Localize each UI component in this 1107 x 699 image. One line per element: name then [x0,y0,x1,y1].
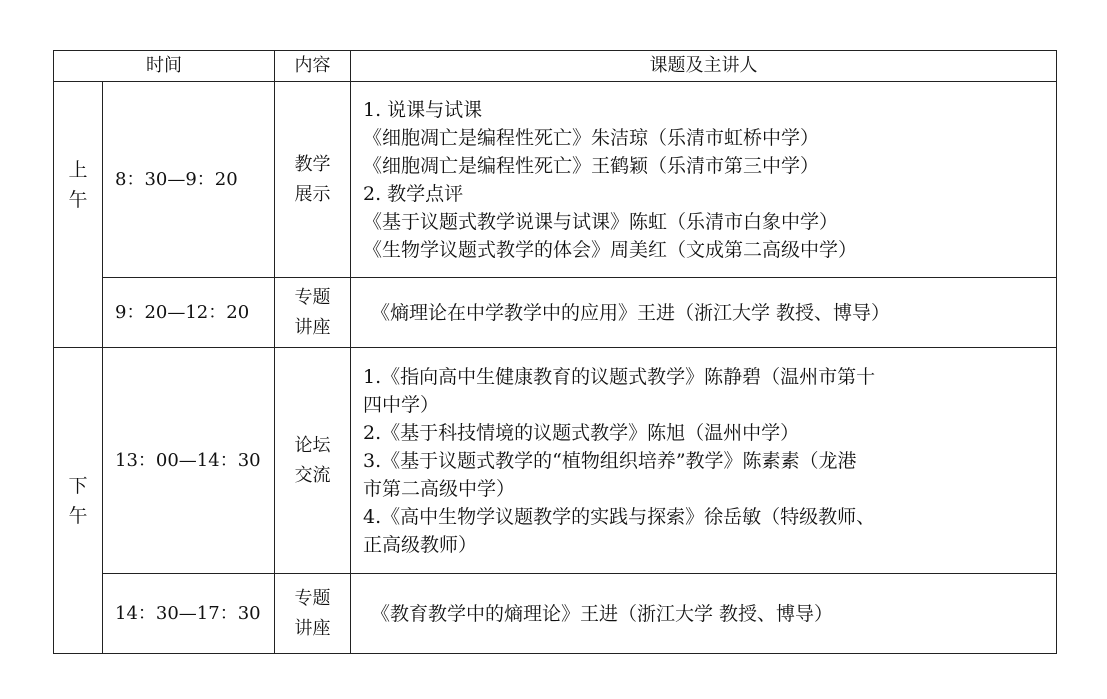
session-type: 专题 讲座 [275,278,351,348]
time-slot: 9：20—12：20 [103,278,275,348]
session-content [351,82,1057,278]
content-line: 《熵理论在中学教学中的应用》王进（浙江大学 教授、博导） [371,301,891,324]
table-row [54,278,1057,348]
header-row [54,51,1057,82]
content-line: 2.《基于科技情境的议题式教学》陈旭（温州中学） [363,421,800,444]
period-afternoon [54,348,103,654]
table-row [54,574,1057,654]
session-type: 专题 讲座 [275,574,351,654]
content-line: 《基于议题式教学说课与试课》陈虹（乐清市白象中学） [363,210,839,233]
time-slot: 14：30—17：30 [103,574,275,654]
session-content [351,574,1057,654]
content-line: 《生物学议题式教学的体会》周美红（文成第二高级中学） [363,238,858,261]
period-char: 上 [68,158,88,181]
period-char: 午 [68,188,88,211]
header-topic: 课题及主讲人 [351,51,1057,82]
period-morning [54,82,103,348]
period-char: 午 [68,504,88,527]
session-content [351,278,1057,348]
table-row [54,348,1057,574]
content-line: 3.《基于议题式教学的“植物组织培养”教学》陈素素（龙港 [363,449,857,472]
time-slot: 13：00—14：30 [103,348,275,574]
content-line: 《教育教学中的熵理论》王进（浙江大学 教授、博导） [371,602,834,625]
header-content: 内容 [275,51,351,82]
content-line: 市第二高级中学） [363,477,516,500]
content-line: 四中学） [363,393,440,416]
session-type: 论坛 交流 [275,348,351,574]
period-char: 下 [68,474,88,497]
content-line: 《细胞凋亡是编程性死亡》王鹤颖（乐清市第三中学） [363,154,820,177]
header-time: 时间 [54,51,275,82]
content-line: 《细胞凋亡是编程性死亡》朱洁琼（乐清市虹桥中学） [363,126,820,149]
content-line: 2. 教学点评 [363,182,464,205]
content-line: 4.《高中生物学议题教学的实践与探索》徐岳敏（特级教师、 [363,505,876,528]
content-line: 1. 说课与试课 [363,98,483,121]
table-row [54,82,1057,278]
session-content [351,348,1057,574]
session-type: 教学 展示 [275,82,351,278]
schedule-table [53,50,1057,654]
content-line: 1.《指向高中生健康教育的议题式教学》陈静碧（温州市第十 [363,365,876,388]
content-line: 正高级教师） [363,533,478,556]
time-slot: 8：30—9：20 [103,82,275,278]
